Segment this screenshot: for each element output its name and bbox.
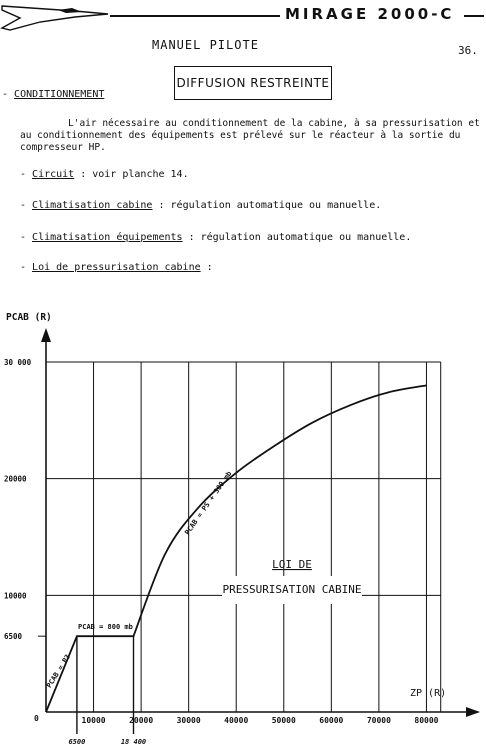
list-item-circuit: - Circuit : voir planche 14. <box>20 169 189 180</box>
document-title: MIRAGE 2000-C <box>285 5 455 23</box>
x-axis-label: ZP (R) <box>410 688 447 699</box>
header-rule-left <box>110 15 280 17</box>
item-label: Loi de pressurisation cabine <box>32 262 201 273</box>
page-number: 36. <box>458 44 478 57</box>
section-heading <box>2 89 104 100</box>
delta-wing-aircraft-icon <box>2 6 108 30</box>
x-tick-label: 10000 <box>81 716 106 725</box>
list-item-climatisation-equipements: - Climatisation équipements : régulation automatique ou manuelle. <box>20 232 412 243</box>
section-title: CONDITIONNEMENT <box>14 89 105 100</box>
x-tick-label: 50000 <box>271 716 296 725</box>
section-prefix: - <box>2 89 15 100</box>
x-marker-label: 6500 <box>68 738 86 746</box>
chart-axes <box>41 328 480 717</box>
pressurization-chart <box>0 300 486 750</box>
chart-caption-line-2: PRESSURISATION CABINE <box>222 583 362 596</box>
list-item-climatisation-cabine: - Climatisation cabine : régulation automatique ou manuelle. <box>20 200 382 211</box>
x-tick-label: 20000 <box>129 716 154 725</box>
x-tick-label: 30000 <box>176 716 201 725</box>
item-text: : <box>200 262 213 273</box>
curve-annotation: PCAB = P3 <box>45 653 73 690</box>
restricted-stamp <box>174 66 332 100</box>
chart-annotations <box>45 470 233 690</box>
list-item-loi-pressurisation: - Loi de pressurisation cabine : <box>20 262 213 273</box>
item-label: Circuit <box>32 169 75 180</box>
x-marker-label: 18 400 <box>120 738 147 746</box>
intro-paragraph: L'air nécessaire au conditionnement de la cabine, à sa pressurisation et au conditionnement des équipements est prélevé sur le réacteur à la sortie du compresseur HP. <box>20 118 480 153</box>
item-text: : régulation automatique ou manuelle. <box>182 232 412 243</box>
y-axis-arrow-icon <box>41 328 51 342</box>
y-axis-label: PCAB (R) <box>6 312 52 323</box>
x-tick-label: 60000 <box>319 716 344 725</box>
stamp-text: DIFFUSION RESTREINTE <box>176 76 330 90</box>
manual-subtitle: MANUEL PILOTE <box>152 38 259 52</box>
curve-annotation: PCAB = PS + 300 mb <box>183 469 234 537</box>
origin-label: 0 <box>34 714 39 723</box>
curve-annotation: PCAB = 800 mb <box>78 623 133 632</box>
y-tick-label: 30 000 <box>4 358 32 367</box>
x-tick-label: 40000 <box>224 716 249 725</box>
x-axis-arrow-icon <box>466 707 480 717</box>
aircraft-canopy-icon <box>58 8 82 13</box>
x-tick-label: 80000 <box>414 716 439 725</box>
item-label: Climatisation cabine <box>32 200 153 211</box>
y-tick-label: 20000 <box>4 474 27 484</box>
item-label: Climatisation équipements <box>32 232 183 243</box>
chart-caption-line-1: LOI DE <box>272 558 312 571</box>
chart-grid <box>38 362 441 734</box>
item-text: : voir planche 14. <box>74 169 189 180</box>
y-tick-label: 10000 <box>4 591 27 601</box>
aircraft-logo <box>0 0 110 34</box>
item-text: : régulation automatique ou manuelle. <box>152 200 382 211</box>
x-tick-label: 70000 <box>366 716 391 725</box>
chart-tick-labels <box>4 358 439 746</box>
y-tick-label: 6500 <box>4 632 23 642</box>
header-rule-right <box>464 15 484 17</box>
